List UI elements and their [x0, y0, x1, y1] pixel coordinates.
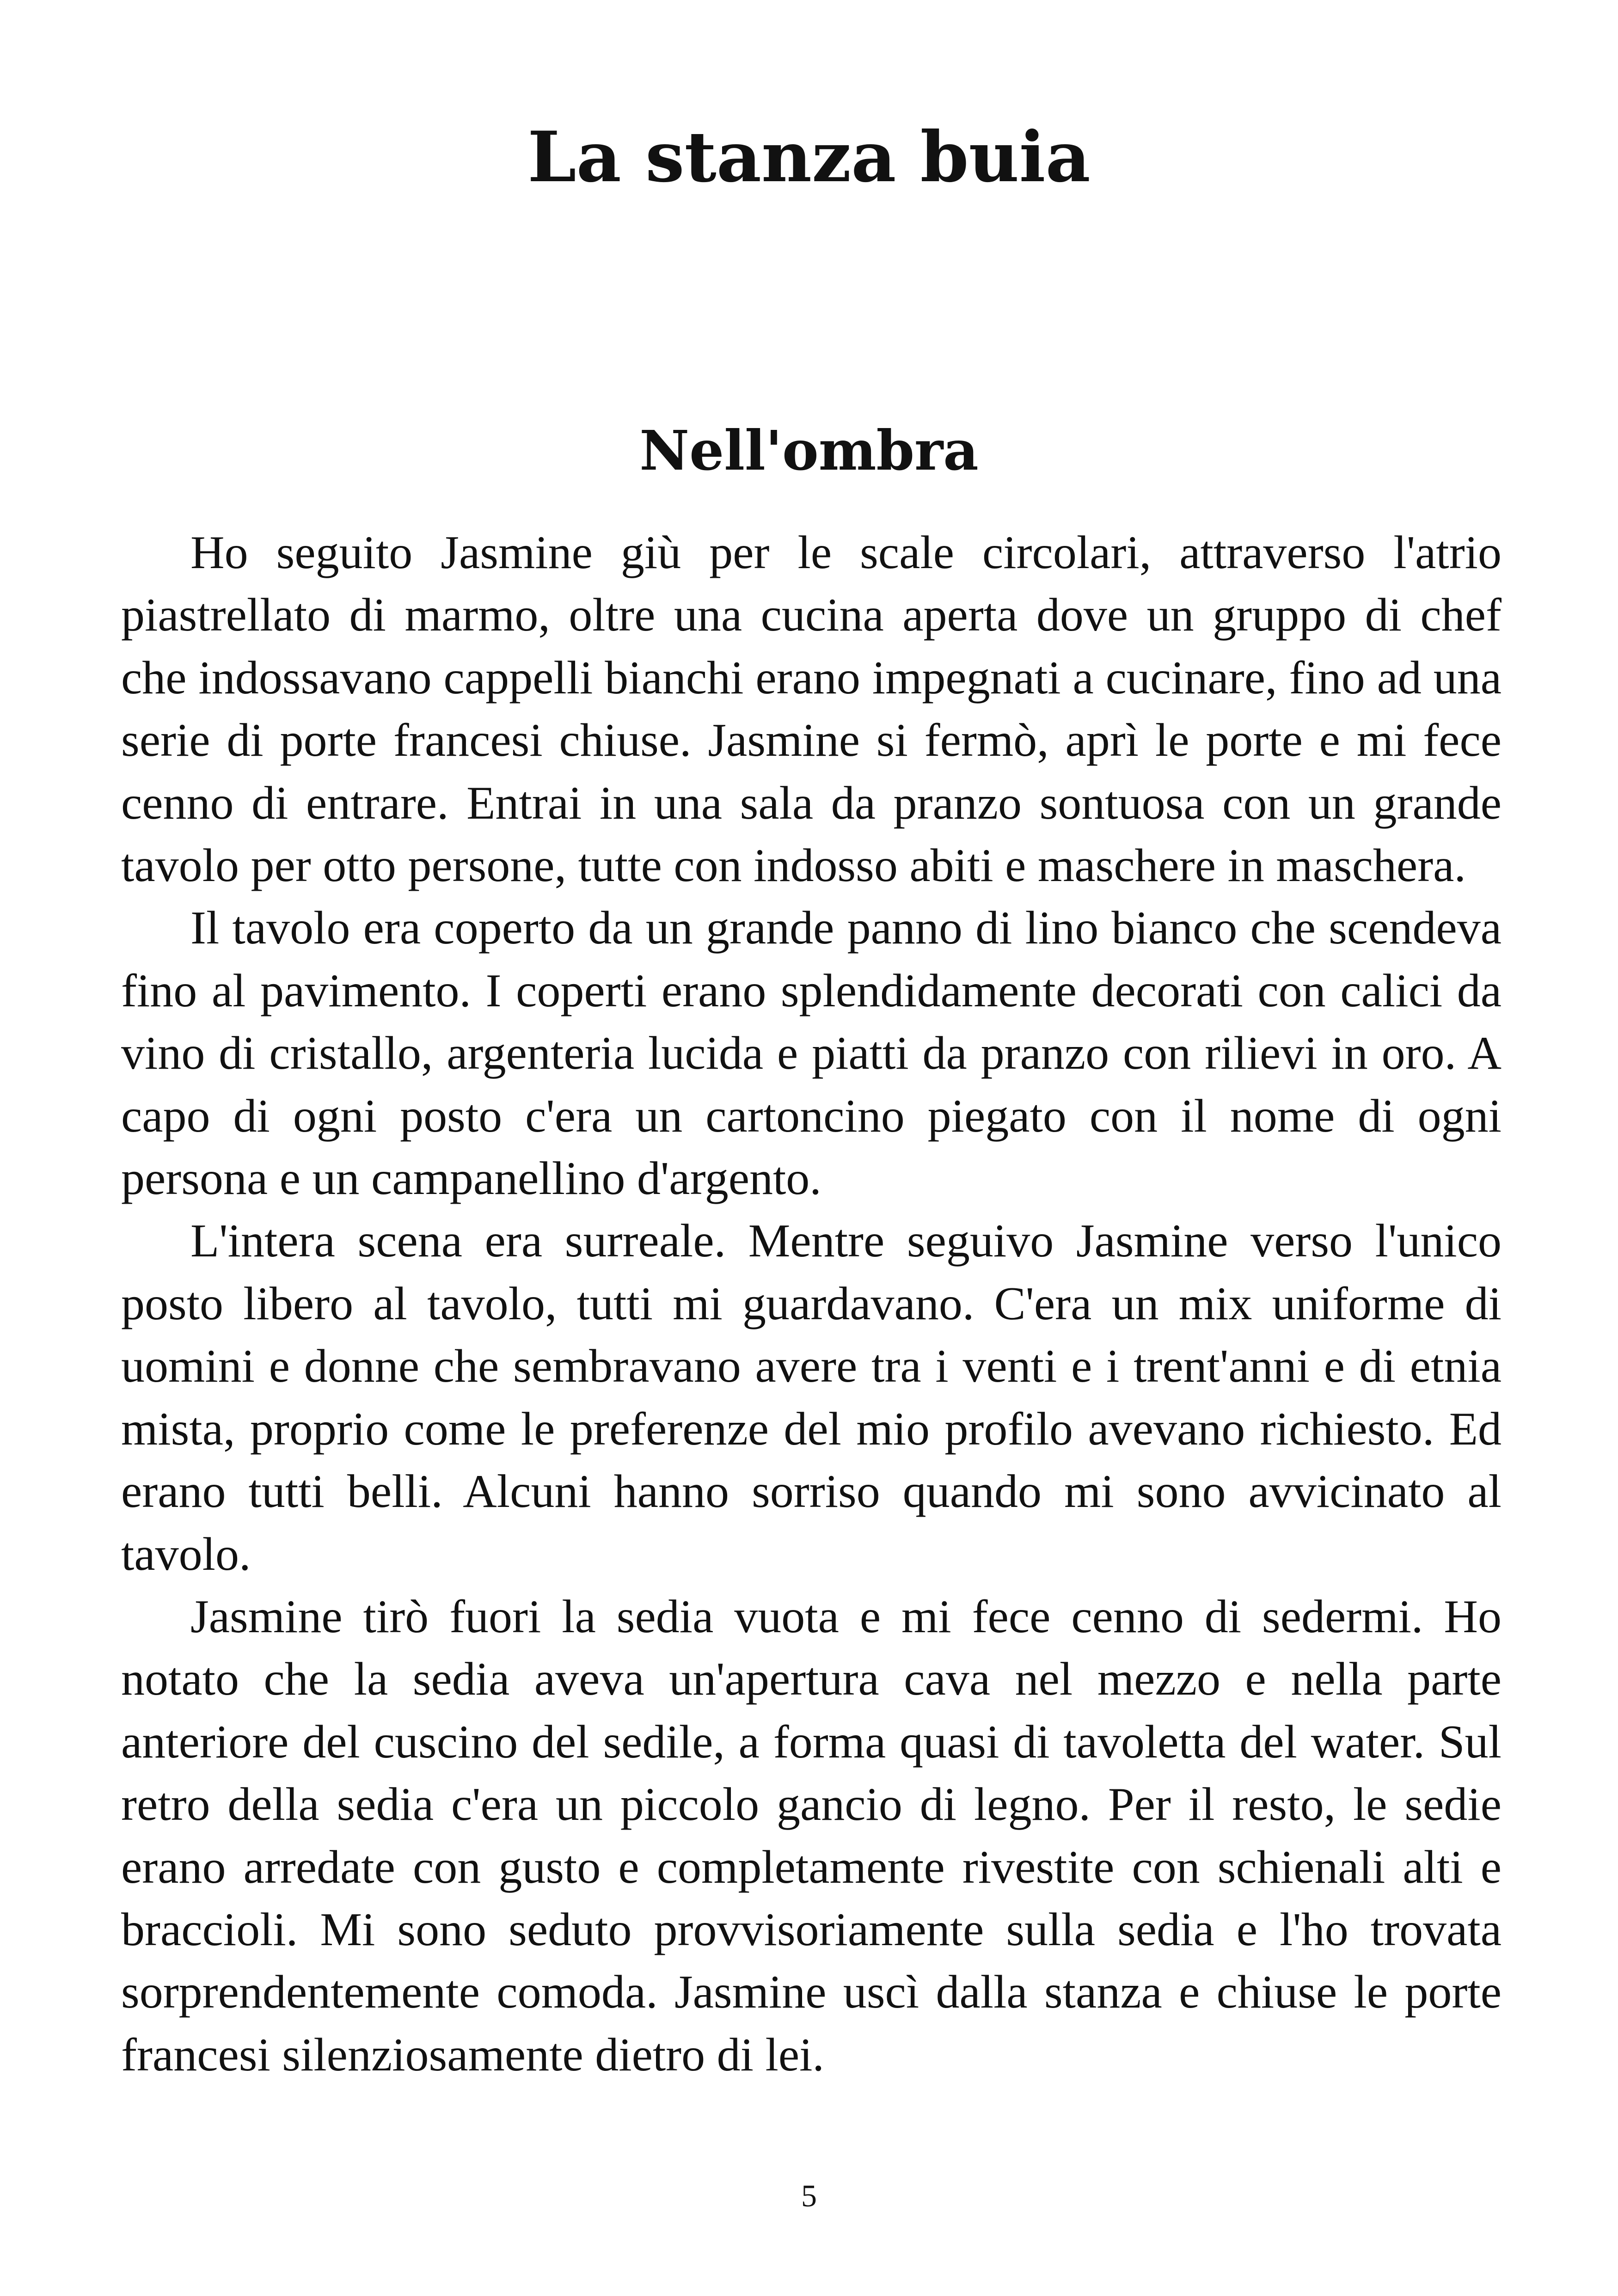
chapter-body: [121, 521, 1502, 2086]
paragraph: Ho seguito Jasmine giù per le scale circolari, attraverso l'atrio piastrellato di marmo, oltre una cucina aperta dove un gruppo di chef che indossavano cappelli bianchi erano impegnati a cucinare, fino ad una serie di porte francesi chiuse. Jasmine si fermò, aprì le porte e mi fece cenno di entrare. Entrai in una sala da pranzo sontuosa con un grande tavolo per otto persone, tutte con indosso abiti e maschere in maschera.: [121, 527, 1502, 892]
paragraph: Il tavolo era coperto da un grande panno di lino bianco che scendeva fino al pavimento. I coperti erano splendidamente decorati con calici da vino di cristallo, argenteria lucida e piatti da pranzo con rilievi in oro. A capo di ogni posto c'era un cartoncino piegato con il nome di ogni persona e un campanellino d'argento.: [121, 902, 1502, 1205]
page-number: 5: [801, 2178, 817, 2213]
chapter-title: Nell'ombra: [639, 418, 979, 483]
paragraph: Jasmine tirò fuori la sedia vuota e mi fece cenno di sedermi. Ho notato che la sedia aveva un'apertura cava nel mezzo e nella parte anteriore del cuscino del sedile, a forma quasi di tavoletta del water. Sul retro della sedia c'era un piccolo gancio di legno. Per il resto, le sedie erano arredate con gusto e completamente rivestite con schienali alti e braccioli. Mi sono seduto provvisoriamente sulla sedia e l'ho trovata sorprendentemente comoda. Jasmine uscì dalla stanza e chiuse le porte francesi silenziosamente dietro di lei.: [121, 1590, 1502, 2081]
paragraph: L'intera scena era surreale. Mentre seguivo Jasmine verso l'unico posto libero al tavolo, tutti mi guardavano. C'era un mix uniforme di uomini e donne che sembravano avere tra i venti e i trent'anni e di etnia mista, proprio come le preferenze del mio profilo avevano richiesto. Ed erano tutti belli. Alcuni hanno sorriso quando mi sono avvicinato al tavolo.: [121, 1215, 1502, 1580]
book-title: La stanza buia: [527, 116, 1091, 198]
